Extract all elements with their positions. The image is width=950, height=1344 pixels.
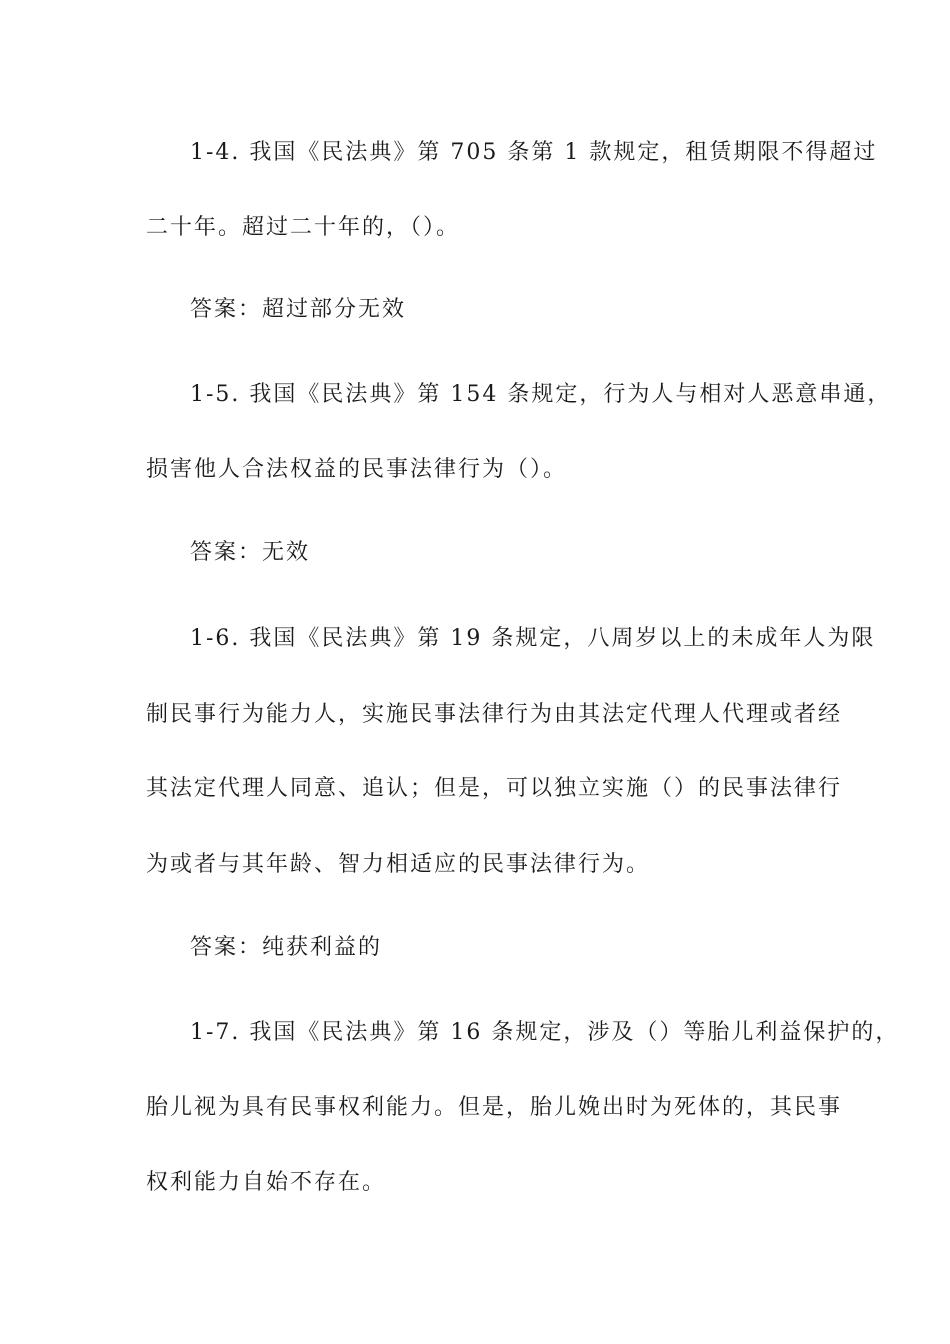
question-1-7-line-2: 胎儿视为具有民事权利能力。但是，胎儿娩出时为死体的，其民事 xyxy=(146,1095,843,1120)
answer-1-5: 答案：无效 xyxy=(190,540,311,565)
question-1-6-line-1: 1-6. 我国《民法典》第 19 条规定，八周岁以上的未成年人为限 xyxy=(190,626,876,651)
answer-1-4: 答案：超过部分无效 xyxy=(190,297,407,322)
question-1-6-line-4: 为或者与其年龄、智力相适应的民事法律行为。 xyxy=(146,852,651,877)
question-1-4-line-1: 1-4. 我国《民法典》第 705 条第 1 款规定，租赁期限不得超过 xyxy=(190,140,878,165)
question-1-4-line-2: 二十年。超过二十年的，（）。 xyxy=(146,215,461,240)
question-1-5-line-2: 损害他人合法权益的民事法律行为（）。 xyxy=(146,457,568,482)
answer-1-6: 答案：纯获利益的 xyxy=(190,935,383,960)
question-1-7-line-3: 权利能力自始不存在。 xyxy=(146,1170,387,1195)
question-1-6-line-3: 其法定代理人同意、追认；但是，可以独立实施（）的民事法律行 xyxy=(146,776,843,801)
question-1-6-line-2: 制民事行为能力人，实施民事法律行为由其法定代理人代理或者经 xyxy=(146,702,843,727)
question-1-7-line-1: 1-7. 我国《民法典》第 16 条规定，涉及（）等胎儿利益保护的， xyxy=(190,1020,900,1045)
question-1-5-line-1: 1-5. 我国《民法典》第 154 条规定，行为人与相对人恶意串通， xyxy=(190,382,892,407)
